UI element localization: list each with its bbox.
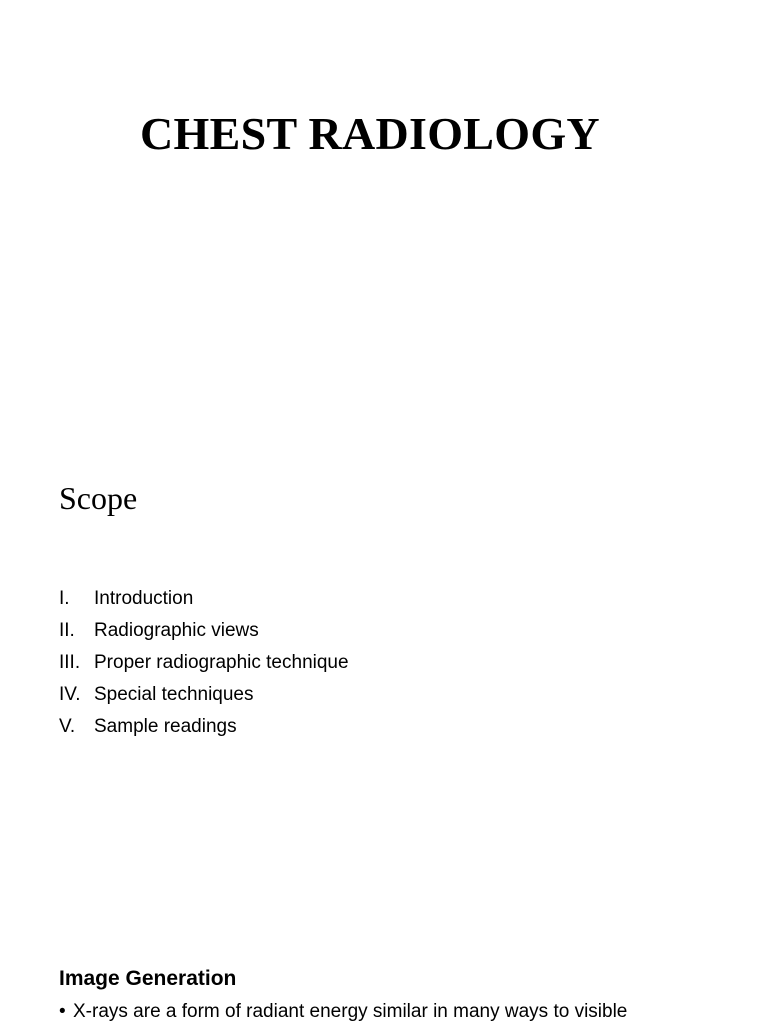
bullet-text: X-rays are a form of radiant energy similar in many ways to visible — [73, 1001, 628, 1022]
outline-item — [59, 713, 349, 745]
image-generation-heading: Image Generation — [59, 967, 237, 990]
outline-item-number: IV. — [59, 684, 81, 705]
scope-outline-list — [59, 585, 349, 745]
outline-item-number: II. — [59, 620, 75, 641]
outline-item-text: Introduction — [94, 588, 194, 609]
outline-item-number: III. — [59, 652, 81, 673]
outline-item — [59, 681, 349, 713]
outline-item-text: Sample readings — [94, 716, 237, 737]
outline-item-text: Special techniques — [94, 684, 254, 705]
outline-item-text: Proper radiographic technique — [94, 652, 349, 673]
bullet-marker: • — [59, 1001, 66, 1022]
outline-item-text: Radiographic views — [94, 620, 259, 641]
bullet-item — [59, 998, 627, 1026]
outline-item — [59, 617, 349, 649]
outline-item — [59, 649, 349, 681]
outline-item-number: I. — [59, 588, 70, 609]
page-title: CHEST RADIOLOGY — [140, 108, 600, 159]
outline-item-number: V. — [59, 716, 76, 737]
outline-item — [59, 585, 349, 617]
scope-heading: Scope — [59, 480, 138, 516]
